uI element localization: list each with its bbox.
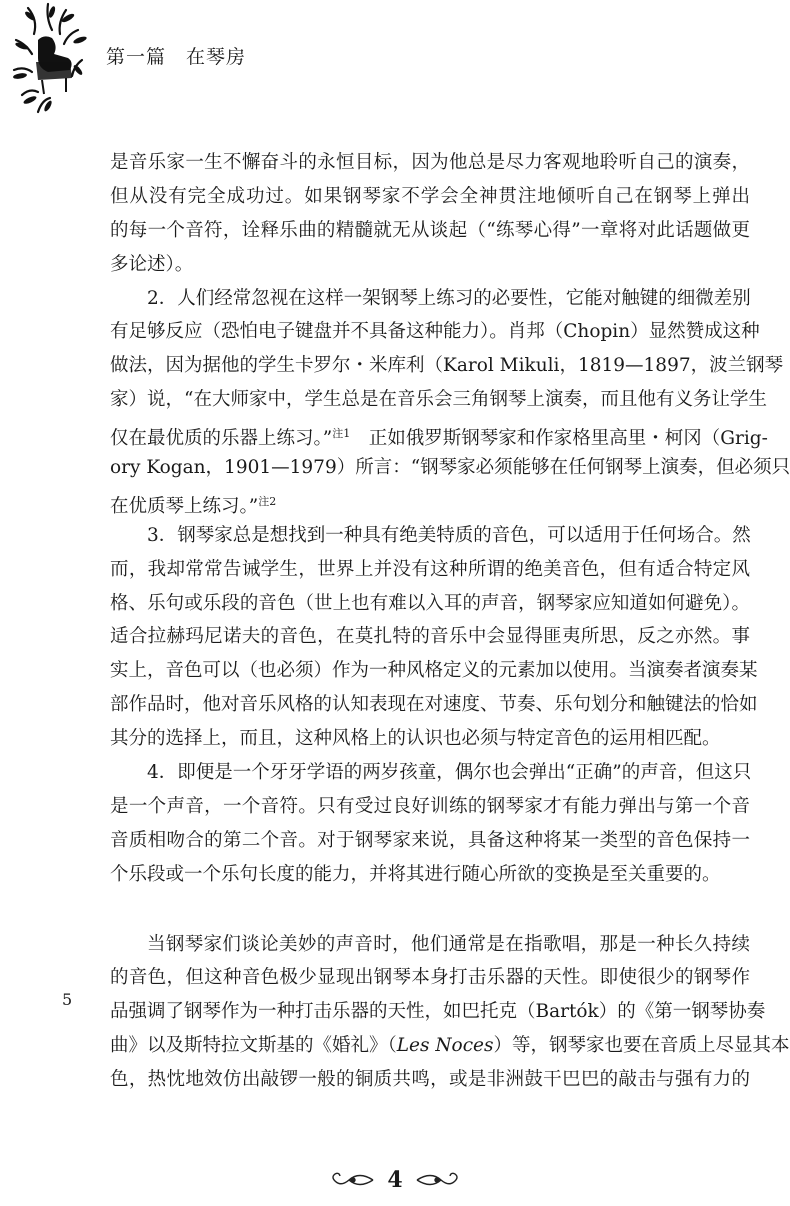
text-line: 4．即便是一个牙牙学语的两岁孩童，偶尔也会弹出“正确”的声音，但这只 — [147, 762, 752, 784]
text-line: 音质相吻合的第二个音。对于钢琴家来说，具备这种将某一类型的音色保持一 — [110, 829, 750, 851]
text-line: 而，我却常常告诫学生，世界上并没有这种所谓的绝美音色，但有适合特定风 — [110, 558, 750, 580]
text-line: 是音乐家一生不懈奋斗的永恒目标，因为他总是尽力客观地聆听自己的演奏， — [110, 152, 750, 173]
text-line: 实上，音色可以（也必须）作为一种风格定义的元素加以使用。当演奏者演奏某 — [110, 660, 758, 682]
flourish-ornament-icon — [415, 1169, 461, 1191]
text-line: 其分的选择上，而且，这种风格上的认识也必须与特定音色的运用相匹配。 — [110, 728, 721, 750]
text-line: 多论述）。 — [110, 253, 194, 275]
text-line: 但从没有完全成功过。如果钢琴家不学会全神贯注地倾听自己在钢琴上弹出 — [110, 185, 750, 207]
footnote-ref[interactable]: 注2 — [258, 494, 277, 508]
flourish-ornament-icon — [329, 1169, 375, 1191]
text-line: 是一个声音，一个音符。只有受过良好训练的钢琴家才有能力弹出与第一个音 — [110, 795, 750, 817]
text-line: 个乐段或一个乐句长度的能力，并将其进行随心所欲的变换是至关重要的。 — [110, 863, 721, 885]
footnote-ref[interactable]: 注1 — [332, 427, 351, 441]
section-gap — [110, 892, 750, 928]
text-line: 3．钢琴家总是想找到一种具有绝美特质的音色，可以适用于任何场合。然 — [147, 524, 751, 546]
piano-player-illustration — [8, 0, 98, 115]
text-line: 部作品时，他对音乐风格的认知表现在对速度、节奏、乐句划分和触键法的恰如 — [110, 694, 758, 716]
text-fragment: 曲》以及斯特拉文斯基的《婚礼》（ — [110, 1035, 397, 1057]
text-line: 做法，因为据他的学生卡罗尔・米库利（Karol Mikuli，1819—1897，波兰钢琴 — [110, 355, 784, 377]
text-fragment: 正如俄罗斯钢琴家和作家格里高里・柯冈（Grig- — [368, 428, 768, 450]
text-fragment: 仅在最优质的乐器上练习。” — [110, 428, 333, 450]
text-line: 的每一个音符，诠释乐曲的精髓就无从谈起（“练琴心得”一章将对此话题做更 — [110, 219, 750, 241]
body-text — [110, 146, 790, 1097]
text-line: 的音色，但这种音色极少显现出钢琴本身打击乐器的天性。即使很少的钢琴作 — [110, 967, 750, 989]
text-line: 家）说，“在大师家中，学生总是在音乐会三角钢琴上演奏，而且他有义务让学生 — [110, 389, 767, 411]
text-line — [110, 485, 750, 519]
margin-number: 5 — [62, 990, 73, 1009]
text-fragment: 在优质琴上练习。” — [110, 496, 259, 518]
text-line: 格、乐句或乐段的音色（世上也有难以入耳的声音，钢琴家应知道如何避免）。 — [110, 592, 750, 614]
text-fragment: ）等，钢琴家也要在音质上尽显其本 — [493, 1035, 790, 1057]
text-line: 2．人们经常忽视在这样一架钢琴上练习的必要性，它能对触键的细微差别 — [147, 287, 751, 309]
text-line — [110, 417, 768, 451]
text-line: ory Kogan，1901—1979）所言：“钢琴家必须能够在任何钢琴上演奏，但必须只 — [110, 457, 790, 479]
text-line: 色，热忱地效仿出敲锣一般的铜质共鸣，或是非洲鼓干巴巴的敲击与强有力的 — [110, 1069, 750, 1091]
text-line: 适合拉赫玛尼诺夫的音色，在莫扎特的音乐中会显得匪夷所思，反之亦然。事 — [110, 626, 750, 648]
text-line: 品强调了钢琴作为一种打击乐器的天性，如巴托克（Bartók）的《第一钢琴协奏 — [110, 1001, 766, 1023]
italic-title: Les Noces — [396, 1035, 494, 1057]
page-footer — [0, 1160, 790, 1200]
text-line: 有足够反应（恐怕电子键盘并不具备这种能力）。肖邦（Chopin）显然赞成这种 — [110, 321, 760, 343]
chapter-title: 第一篇 在琴房 — [106, 46, 247, 68]
text-line: 当钢琴家们谈论美妙的声音时，他们通常是在指歌唱，那是一种长久持续 — [147, 933, 750, 955]
text-line — [110, 1029, 790, 1063]
page-number: 4 — [387, 1167, 403, 1193]
